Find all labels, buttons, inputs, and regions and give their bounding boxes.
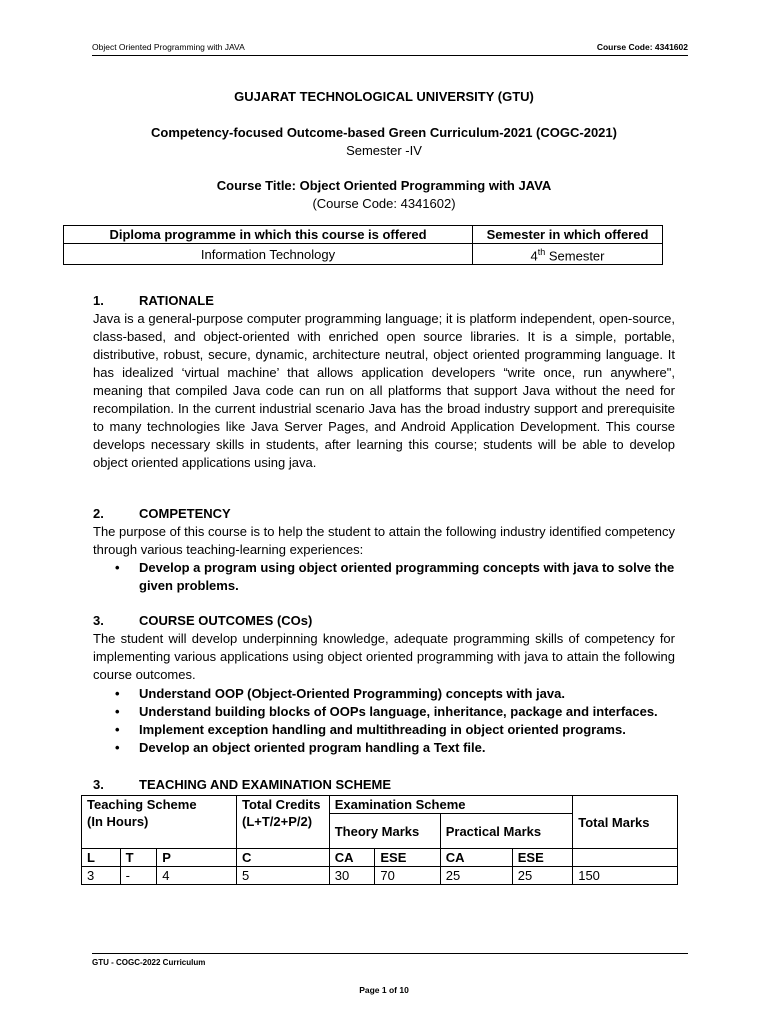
competency-heading <box>93 505 231 523</box>
outcome-item: • Develop an object oriented program handling a Text file. <box>93 739 675 757</box>
practical-marks-header: Practical Marks <box>440 814 573 849</box>
credits-formula: (L+T/2+P/2) <box>241 814 313 829</box>
outcome-item: • Understand OOP (Object-Oriented Programming) concepts with java. <box>93 685 675 703</box>
sub-header-ca-theory: CA <box>329 849 375 867</box>
in-hours-label: (In Hours) <box>87 814 149 829</box>
outcomes-title: COURSE OUTCOMES (COs) <box>139 613 313 628</box>
sub-header-ca-practical: CA <box>440 849 512 867</box>
outcomes-text: The student will develop underpinning knowledge, adequate programming skills of competency for implementing various applications using object oriented programming with java to attain the following course outcomes. <box>93 631 675 682</box>
outcomes-num: 3. <box>93 613 104 628</box>
value-ca-theory: 30 <box>329 867 375 885</box>
value-p: 4 <box>157 867 237 885</box>
outcomes-heading <box>93 612 312 630</box>
rationale-heading <box>93 292 214 310</box>
sub-header-empty <box>573 849 678 867</box>
outcome-item: • Understand building blocks of OOPs language, inheritance, package and interfaces. <box>93 703 675 721</box>
total-marks-header: Total Marks <box>573 796 678 849</box>
value-ca-practical: 25 <box>440 867 512 885</box>
teaching-scheme-cell <box>82 796 237 849</box>
header-course-name: Object Oriented Programming with JAVA <box>92 42 245 52</box>
scheme-title: TEACHING AND EXAMINATION SCHEME <box>139 777 392 792</box>
value-ese-theory: 70 <box>375 867 440 885</box>
sub-header-t: T <box>120 849 157 867</box>
scheme-table <box>81 795 678 885</box>
value-c: 5 <box>236 867 329 885</box>
outcomes-list <box>93 685 675 757</box>
rationale-title: RATIONALE <box>139 293 214 308</box>
semester-value <box>473 244 663 265</box>
page-header <box>92 42 688 56</box>
value-l: 3 <box>82 867 121 885</box>
competency-text: The purpose of this course is to help the student to attain the following industry identified competency through various teaching-learning experiences: <box>93 524 675 557</box>
sub-header-p: P <box>157 849 237 867</box>
programme-value: Information Technology <box>64 244 473 265</box>
semester-label: Semester -IV <box>346 143 422 158</box>
teaching-scheme-label: Teaching Scheme <box>87 797 197 812</box>
value-ese-practical: 25 <box>512 867 572 885</box>
university-title: GUJARAT TECHNOLOGICAL UNIVERSITY (GTU) <box>234 89 534 104</box>
competency-item: • Develop a program using object oriented programming concepts with java to solve the given problems. <box>93 559 675 595</box>
sub-header-l: L <box>82 849 121 867</box>
rationale-text: Java is a general-purpose computer programming language; it is platform independent, open-source, class-based, and object-oriented with enriched open source libraries. It is a simple, portable, distributive, robust, secure, dynamic, architecture neutral, object oriented programming language. It has idealized ‘virtual machine’ that allows application developers “write once, run anywhere", meaning that compiled Java code can run on all platforms that support Java without the need for recompilation. In the current industrial scenario Java has the broad industry support and prerequisite to many technologies like Java Server Pages, and Android Application Development. This course develops necessary skills in students, after learning this course; students will be able to develop object oriented applications using java. <box>93 311 675 470</box>
scheme-heading <box>93 776 391 794</box>
theory-marks-header: Theory Marks <box>329 814 440 849</box>
programme-table <box>63 225 663 265</box>
exam-scheme-header: Examination Scheme <box>329 796 573 814</box>
value-t: - <box>120 867 157 885</box>
semester-word: Semester <box>545 248 605 264</box>
outcome-item: • Implement exception handling and multithreading in object oriented programs. <box>93 721 675 739</box>
scheme-num: 3. <box>93 777 104 792</box>
course-title: Course Title: Object Oriented Programming with JAVA <box>216 178 552 193</box>
semester-number: 4 <box>530 248 538 264</box>
competency-list <box>93 559 675 595</box>
sub-header-ese-practical: ESE <box>512 849 572 867</box>
value-total-marks: 150 <box>573 867 678 885</box>
rationale-num: 1. <box>93 293 104 308</box>
sub-header-c: C <box>236 849 329 867</box>
page-footer <box>92 953 688 967</box>
curriculum-title: Competency-focused Outcome-based Green Curriculum-2021 (COGC-2021) <box>151 125 617 140</box>
programme-header: Diploma programme in which this course is offered <box>64 226 473 244</box>
total-credits-label: Total Credits <box>241 797 321 812</box>
competency-num: 2. <box>93 506 104 521</box>
competency-title: COMPETENCY <box>139 506 231 521</box>
course-code: (Course Code: 4341602) <box>312 196 456 211</box>
semester-suffix: th <box>537 247 546 257</box>
page-number: Page 1 of 10 <box>359 985 409 995</box>
semester-header: Semester in which offered <box>473 226 663 244</box>
total-credits-cell <box>236 796 329 849</box>
footer-label: GTU - COGC-2022 Curriculum <box>92 958 206 967</box>
header-course-code: Course Code: 4341602 <box>596 42 688 52</box>
sub-header-ese-theory: ESE <box>375 849 440 867</box>
